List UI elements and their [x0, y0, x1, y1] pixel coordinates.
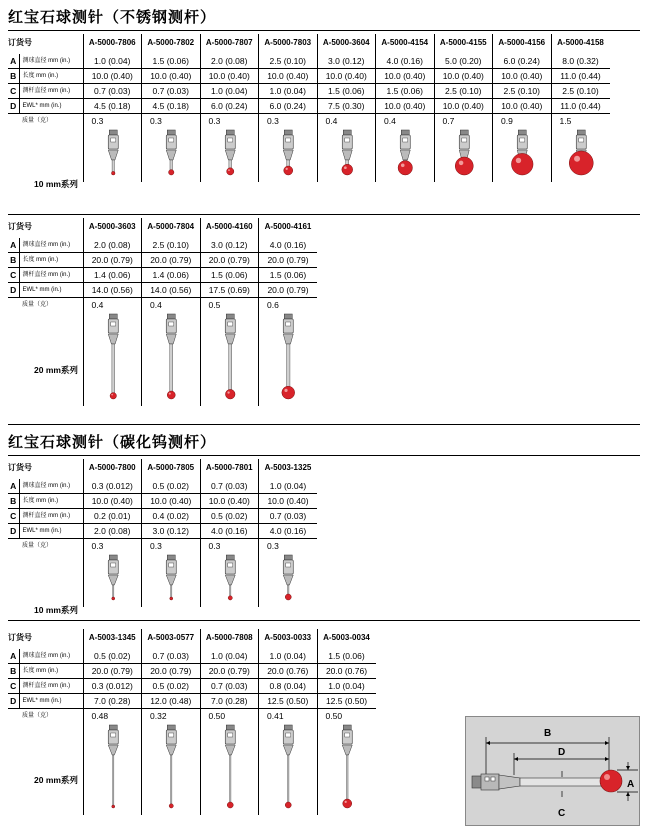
row-label: 测球直径 mm (in.) — [19, 238, 83, 253]
divider — [8, 455, 640, 456]
row-label: EWL* mm (in.) — [19, 524, 83, 539]
row-label: 长度 mm (in.) — [19, 253, 83, 268]
spec-value: 14.0 (0.56) — [83, 283, 142, 298]
spec-value: 10.0 (0.40) — [142, 69, 201, 84]
spec-value: 1.0 (0.04) — [317, 679, 376, 694]
mass-value: 0.50 — [200, 709, 259, 724]
spec-value: 10.0 (0.40) — [259, 69, 318, 84]
row-label-mass: 质量（克） — [22, 542, 53, 549]
spec-value: 1.0 (0.04) — [200, 649, 259, 664]
stylus-image — [142, 723, 201, 815]
row-c — [8, 84, 610, 99]
row-letter: A — [8, 479, 19, 494]
order-code: A-5000-3603 — [83, 218, 142, 238]
row-mass — [8, 709, 376, 724]
spec-value: 0.5 (0.02) — [200, 509, 259, 524]
spec-value: 10.0 (0.40) — [83, 69, 142, 84]
row-letter: D — [8, 524, 19, 539]
mass-value: 0.48 — [83, 709, 142, 724]
spec-value: 10.0 (0.40) — [493, 69, 552, 84]
divider — [8, 620, 640, 621]
row-label: EWL* mm (in.) — [19, 99, 83, 114]
row-images — [8, 723, 376, 815]
spec-table — [8, 34, 610, 182]
spec-table — [8, 218, 317, 406]
mass-value: 0.4 — [142, 298, 201, 313]
row-label: 测球直径 mm (in.) — [19, 54, 83, 69]
order-code: A-5000-7801 — [200, 459, 259, 479]
spec-value: 4.5 (0.18) — [142, 99, 201, 114]
spec-value: 17.5 (0.69) — [200, 283, 259, 298]
spec-value: 10.0 (0.40) — [434, 99, 493, 114]
spec-value: 4.0 (0.16) — [259, 524, 318, 539]
row-letter: B — [8, 664, 19, 679]
row-d — [8, 524, 317, 539]
mass-value: 1.5 — [551, 114, 610, 129]
row-label: 长度 mm (in.) — [19, 494, 83, 509]
spec-value: 0.7 (0.03) — [200, 679, 259, 694]
spec-value: 20.0 (0.79) — [142, 664, 201, 679]
stylus-image — [493, 128, 552, 182]
stylus-image — [142, 553, 201, 607]
row-a — [8, 479, 317, 494]
spec-value: 10.0 (0.40) — [317, 69, 376, 84]
row-letter: D — [8, 283, 19, 298]
row-images — [8, 553, 317, 607]
stylus-image — [83, 723, 142, 815]
order-code: A-5000-7802 — [142, 34, 201, 54]
mass-value: 0.5 — [200, 298, 259, 313]
spec-value: 12.0 (0.48) — [142, 694, 201, 709]
spec-value: 20.0 (0.79) — [259, 283, 318, 298]
row-b — [8, 253, 317, 268]
spec-value: 20.0 (0.76) — [259, 664, 318, 679]
mass-value: 0.41 — [259, 709, 318, 724]
row-label: EWL* mm (in.) — [19, 283, 83, 298]
spec-value: 10.0 (0.40) — [83, 494, 142, 509]
row-a — [8, 238, 317, 253]
order-code: A-5003-0034 — [317, 629, 376, 649]
spec-value: 11.0 (0.44) — [551, 99, 610, 114]
spec-value: 10.0 (0.40) — [493, 99, 552, 114]
spec-value: 1.0 (0.04) — [259, 84, 318, 99]
order-number-label: 订货号 — [8, 633, 32, 642]
spec-value: 0.7 (0.03) — [200, 479, 259, 494]
spec-value: 20.0 (0.79) — [83, 664, 142, 679]
spec-value: 10.0 (0.40) — [376, 69, 435, 84]
section-title-carbide: 红宝石球测针（碳化钨测杆） — [8, 434, 217, 451]
spec-value: 3.0 (0.12) — [142, 524, 201, 539]
mass-value: 0.6 — [259, 298, 318, 313]
spec-value: 20.0 (0.79) — [83, 253, 142, 268]
order-code: A-5000-4156 — [493, 34, 552, 54]
stylus-image — [142, 128, 201, 182]
spec-value: 4.5 (0.18) — [83, 99, 142, 114]
row-label: 长度 mm (in.) — [19, 69, 83, 84]
spec-value: 1.5 (0.06) — [259, 268, 318, 283]
spec-value: 6.0 (0.24) — [200, 99, 259, 114]
order-code: A-5003-1325 — [259, 459, 318, 479]
row-images — [8, 128, 610, 182]
series-length-label: 10 mm系列 — [34, 605, 78, 615]
spec-value: 1.0 (0.04) — [259, 479, 318, 494]
mass-value: 0.32 — [142, 709, 201, 724]
mass-value: 0.3 — [259, 114, 318, 129]
stylus-image — [259, 312, 318, 406]
section-title-stainless: 红宝石球测针（不锈钢测杆） — [8, 9, 217, 26]
order-code: A-5000-4158 — [551, 34, 610, 54]
spec-value: 20.0 (0.79) — [259, 253, 318, 268]
spec-value: 7.5 (0.30) — [317, 99, 376, 114]
spec-value: 0.7 (0.03) — [259, 509, 318, 524]
spec-table — [8, 459, 317, 607]
spec-value: 0.5 (0.02) — [142, 479, 201, 494]
order-code: A-5000-7800 — [83, 459, 142, 479]
spec-value: 2.0 (0.08) — [83, 238, 142, 253]
row-label: 测球直径 mm (in.) — [19, 649, 83, 664]
row-d — [8, 99, 610, 114]
mass-value: 0.4 — [83, 298, 142, 313]
row-label-mass: 质量（克） — [22, 301, 53, 308]
row-label: 测杆直径 mm (in.) — [19, 268, 83, 283]
spec-value: 6.0 (0.24) — [259, 99, 318, 114]
spec-value: 2.0 (0.08) — [200, 54, 259, 69]
row-b — [8, 494, 317, 509]
stylus-dimension-illustration — [466, 717, 639, 825]
spec-value: 3.0 (0.12) — [200, 238, 259, 253]
row-c — [8, 268, 317, 283]
stylus-image — [551, 128, 610, 182]
spec-value: 2.5 (0.10) — [434, 84, 493, 99]
spec-value: 1.0 (0.04) — [200, 84, 259, 99]
mass-value: 0.4 — [376, 114, 435, 129]
spec-value: 1.5 (0.06) — [317, 84, 376, 99]
stylus-image — [259, 553, 318, 607]
spec-value: 0.7 (0.03) — [142, 84, 201, 99]
stylus-image — [83, 553, 142, 607]
order-code: A-5000-7804 — [142, 218, 201, 238]
spec-value: 0.8 (0.04) — [259, 679, 318, 694]
mass-value: 0.4 — [317, 114, 376, 129]
spec-value: 11.0 (0.44) — [551, 69, 610, 84]
stylus-image — [376, 128, 435, 182]
spec-value: 2.0 (0.08) — [83, 524, 142, 539]
spec-value: 12.5 (0.50) — [317, 694, 376, 709]
mass-value: 0.3 — [259, 539, 318, 554]
row-label: 长度 mm (in.) — [19, 664, 83, 679]
spec-value: 1.0 (0.04) — [83, 54, 142, 69]
spec-value: 4.0 (0.16) — [200, 524, 259, 539]
dim-label-a: A — [627, 779, 635, 790]
spec-value: 20.0 (0.79) — [200, 253, 259, 268]
stylus-image — [200, 128, 259, 182]
order-number-label: 订货号 — [8, 38, 32, 47]
spec-value: 14.0 (0.56) — [142, 283, 201, 298]
row-c — [8, 679, 376, 694]
stylus-image — [83, 128, 142, 182]
stylus-image — [142, 312, 201, 406]
spec-value: 7.0 (0.28) — [83, 694, 142, 709]
mass-value: 0.3 — [83, 539, 142, 554]
row-label: 测杆直径 mm (in.) — [19, 84, 83, 99]
spec-value: 2.5 (0.10) — [551, 84, 610, 99]
row-letter: B — [8, 494, 19, 509]
spec-value: 0.3 (0.012) — [83, 479, 142, 494]
spec-value: 4.0 (0.16) — [259, 238, 318, 253]
order-code: A-5003-1345 — [83, 629, 142, 649]
spec-value: 10.0 (0.40) — [259, 494, 318, 509]
order-code: A-5000-7808 — [200, 629, 259, 649]
spec-value: 0.5 (0.02) — [83, 649, 142, 664]
row-label-mass: 质量（克） — [22, 712, 53, 719]
row-letter: B — [8, 69, 19, 84]
row-letter: B — [8, 253, 19, 268]
stylus-image — [83, 312, 142, 406]
spec-value: 20.0 (0.79) — [142, 253, 201, 268]
mass-value: 0.3 — [142, 114, 201, 129]
row-mass — [8, 114, 610, 129]
series-length-label: 20 mm系列 — [34, 775, 78, 785]
row-mass — [8, 298, 317, 313]
spec-value: 10.0 (0.40) — [200, 69, 259, 84]
spec-value: 1.4 (0.06) — [83, 268, 142, 283]
spec-value: 7.0 (0.28) — [200, 694, 259, 709]
divider — [8, 424, 640, 425]
spec-value: 20.0 (0.76) — [317, 664, 376, 679]
stylus-image — [200, 723, 259, 815]
row-letter: C — [8, 679, 19, 694]
spec-value: 1.5 (0.06) — [200, 268, 259, 283]
order-code: A-5003-0577 — [142, 629, 201, 649]
mass-value: 0.50 — [317, 709, 376, 724]
row-letter: D — [8, 694, 19, 709]
spec-value: 0.2 (0.01) — [83, 509, 142, 524]
spec-value: 10.0 (0.40) — [200, 494, 259, 509]
order-code: A-5000-7805 — [142, 459, 201, 479]
spec-value: 0.3 (0.012) — [83, 679, 142, 694]
row-d — [8, 694, 376, 709]
row-a — [8, 54, 610, 69]
row-letter: C — [8, 509, 19, 524]
order-code: A-5000-4161 — [259, 218, 318, 238]
spec-value: 12.5 (0.50) — [259, 694, 318, 709]
dim-label-d: D — [558, 747, 566, 758]
order-number-label: 订货号 — [8, 463, 32, 472]
order-code: A-5000-4160 — [200, 218, 259, 238]
stylus-image — [259, 723, 318, 815]
series-length-label: 10 mm系列 — [34, 179, 78, 189]
stylus-image — [200, 553, 259, 607]
row-c — [8, 509, 317, 524]
order-code: A-5003-0033 — [259, 629, 318, 649]
mass-value: 0.3 — [200, 114, 259, 129]
row-label: 测杆直径 mm (in.) — [19, 509, 83, 524]
row-b — [8, 664, 376, 679]
order-number-label: 订货号 — [8, 222, 32, 231]
spec-value: 2.5 (0.10) — [259, 54, 318, 69]
mass-value: 0.9 — [493, 114, 552, 129]
row-mass — [8, 539, 317, 554]
dimension-diagram — [465, 716, 640, 826]
mass-value: 0.3 — [83, 114, 142, 129]
spec-value: 10.0 (0.40) — [376, 99, 435, 114]
spec-value: 20.0 (0.79) — [200, 664, 259, 679]
stylus-image — [317, 128, 376, 182]
spec-value: 1.4 (0.06) — [142, 268, 201, 283]
series-length-label: 20 mm系列 — [34, 365, 78, 375]
spec-table — [8, 629, 376, 815]
spec-value: 1.5 (0.06) — [317, 649, 376, 664]
row-d — [8, 283, 317, 298]
row-a — [8, 649, 376, 664]
spec-value: 2.5 (0.10) — [142, 238, 201, 253]
order-code: A-5000-7806 — [83, 34, 142, 54]
order-code: A-5000-7803 — [259, 34, 318, 54]
stylus-image — [434, 128, 493, 182]
spec-value: 1.5 (0.06) — [142, 54, 201, 69]
spec-value: 8.0 (0.32) — [551, 54, 610, 69]
spec-value: 10.0 (0.40) — [142, 494, 201, 509]
row-label: EWL* mm (in.) — [19, 694, 83, 709]
row-b — [8, 69, 610, 84]
row-letter: D — [8, 99, 19, 114]
spec-value: 1.0 (0.04) — [259, 649, 318, 664]
row-letter: C — [8, 268, 19, 283]
row-label-mass: 质量（克） — [22, 117, 53, 124]
row-letter: C — [8, 84, 19, 99]
stylus-image — [317, 723, 376, 815]
stylus-image — [259, 128, 318, 182]
divider — [8, 30, 640, 31]
row-label: 测杆直径 mm (in.) — [19, 679, 83, 694]
spec-value: 3.0 (0.12) — [317, 54, 376, 69]
row-label: 测球直径 mm (in.) — [19, 479, 83, 494]
order-code: A-5000-4154 — [376, 34, 435, 54]
mass-value: 0.7 — [434, 114, 493, 129]
order-code: A-5000-4155 — [434, 34, 493, 54]
row-letter: A — [8, 238, 19, 253]
spec-value: 0.7 (0.03) — [83, 84, 142, 99]
spec-value: 10.0 (0.40) — [434, 69, 493, 84]
spec-value: 5.0 (0.20) — [434, 54, 493, 69]
order-code: A-5000-7807 — [200, 34, 259, 54]
order-code: A-5000-3604 — [317, 34, 376, 54]
spec-value: 0.7 (0.03) — [142, 649, 201, 664]
spec-value: 6.0 (0.24) — [493, 54, 552, 69]
row-letter: A — [8, 649, 19, 664]
row-letter: A — [8, 54, 19, 69]
spec-value: 2.5 (0.10) — [493, 84, 552, 99]
spec-value: 0.4 (0.02) — [142, 509, 201, 524]
mass-value: 0.3 — [200, 539, 259, 554]
dim-label-c: C — [558, 808, 566, 819]
stylus-image — [200, 312, 259, 406]
spec-value: 1.5 (0.06) — [376, 84, 435, 99]
dim-label-b: B — [544, 728, 552, 739]
mass-value: 0.3 — [142, 539, 201, 554]
divider — [8, 214, 640, 215]
row-images — [8, 312, 317, 406]
spec-value: 4.0 (0.16) — [376, 54, 435, 69]
spec-value: 0.5 (0.02) — [142, 679, 201, 694]
